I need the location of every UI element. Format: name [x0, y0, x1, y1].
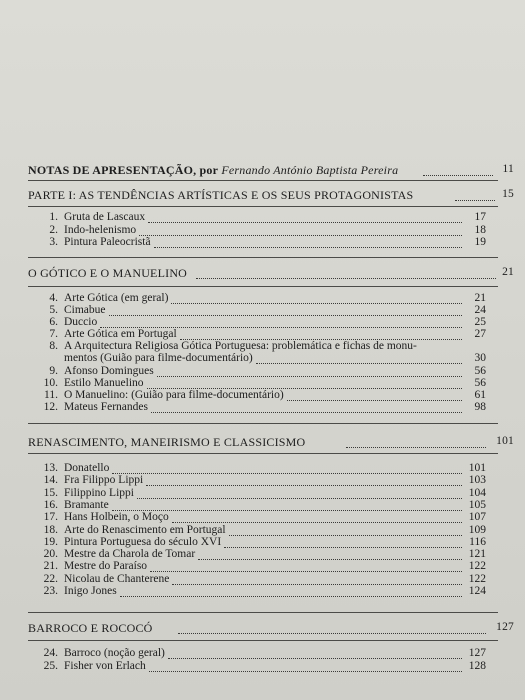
entry-number: 7.	[49, 328, 58, 341]
entry-leader	[171, 302, 462, 304]
entry-leader	[168, 657, 462, 659]
entry-number: 1.	[49, 211, 58, 223]
divider-4	[28, 286, 498, 287]
entry-title: Cimabue	[64, 304, 106, 317]
entry-leader	[198, 558, 462, 560]
entry-number: 12.	[43, 400, 58, 413]
entry-title: Duccio	[64, 316, 98, 329]
entry-page: 101	[468, 462, 486, 474]
entry-number: 25.	[43, 659, 58, 672]
divider-5	[28, 423, 498, 424]
entry-title: Pintura Paleocristã	[64, 236, 151, 248]
entry-number: 5.	[49, 304, 58, 317]
section-title: BARROCO E ROCOCÓ	[28, 621, 153, 635]
entry-number: 13.	[43, 462, 58, 474]
entry-number: 15.	[43, 486, 58, 499]
entry-page: 18	[474, 223, 486, 236]
entry-leader	[139, 234, 462, 236]
entry-page: 122	[468, 560, 486, 573]
entry-leader	[256, 362, 462, 364]
section-page: 101	[496, 435, 514, 447]
entry-leader	[151, 411, 462, 413]
entry-number: 2.	[49, 223, 58, 236]
entry-title: Inigo Jones	[64, 585, 117, 597]
entry-number: 11.	[44, 388, 58, 401]
entry-page: 124	[468, 585, 486, 597]
entry-title: Estilo Manuelino	[64, 376, 144, 389]
entry-page: 24	[474, 304, 486, 317]
entry-leader	[224, 546, 462, 548]
entry-page: 107	[468, 511, 486, 524]
entry-number: 17.	[43, 511, 58, 524]
entry-leader	[287, 399, 462, 401]
entry-title: O Manuelino: (Guião para filme-documentário)	[64, 388, 284, 401]
entry-leader	[229, 534, 462, 536]
section-page: 127	[496, 621, 514, 633]
entry-number: 8.	[49, 340, 58, 353]
entry-page: 121	[468, 548, 486, 561]
entry-number: 4.	[49, 292, 58, 304]
header-leader	[423, 174, 493, 176]
entry-leader	[154, 246, 462, 248]
entry-number: 23.	[43, 585, 58, 597]
entry-title: Arte Gótica (em geral)	[64, 292, 169, 304]
entry-number: 9.	[49, 364, 58, 377]
entry-page: 128	[468, 659, 486, 672]
section-page: 15	[502, 188, 514, 200]
entry-leader	[109, 314, 462, 316]
entry-leader	[148, 221, 462, 223]
section-page: 21	[502, 266, 514, 278]
entry-leader	[120, 595, 462, 597]
entry-leader	[112, 472, 462, 474]
header-author: Fernando António Baptista Pereira	[221, 163, 399, 177]
entry-title: Barroco (noção geral)	[64, 647, 165, 659]
entry-page: 109	[468, 523, 486, 536]
entry-leader	[150, 570, 462, 572]
section-title: PARTE I: AS TENDÊNCIAS ARTÍSTICAS E OS SEUS PROTAGONISTAS	[28, 188, 414, 202]
entry-leader	[149, 670, 462, 672]
entry-number: 3.	[49, 236, 58, 248]
entry-title: A Arquitectura Religiosa Gótica Portuguesa: problemática e fichas de monu-	[64, 340, 417, 353]
header-page: 11	[502, 163, 514, 175]
entry-number: 16.	[43, 498, 58, 511]
entry-title: Arte Gótica em Portugal	[64, 328, 177, 341]
entry-title: Mestre da Charola de Tomar	[64, 548, 196, 561]
header-by: por	[199, 163, 219, 177]
entry-number: 6.	[49, 316, 58, 329]
entry-page: 21	[474, 292, 486, 304]
entry-title: Bramante	[64, 498, 109, 511]
entry-number: 20.	[43, 548, 58, 561]
divider-8	[28, 640, 498, 641]
entry-page: 127	[468, 647, 486, 659]
entry-page: 61	[474, 388, 486, 401]
entry-leader	[146, 484, 462, 486]
entry-page: 56	[474, 364, 486, 377]
entry-title: Mestre do Paraíso	[64, 560, 148, 573]
divider-3	[28, 257, 498, 258]
divider-2	[28, 206, 498, 207]
section-title: RENASCIMENTO, MANEIRISMO E CLASSICISMO	[28, 435, 306, 449]
entry-title: Indo-helenismo	[64, 223, 137, 236]
entry-page: 103	[468, 474, 486, 487]
entry-number: 10.	[43, 376, 58, 389]
entry-title-continued: mentos (Guião para filme-documentário)	[64, 352, 253, 365]
entry-title: Fra Filippo Lippi	[64, 474, 144, 487]
divider-1	[28, 180, 498, 181]
entry-number: 21.	[43, 560, 58, 573]
entry-page: 98	[474, 400, 486, 413]
entry-page: 19	[474, 236, 486, 248]
divider-7	[28, 612, 498, 613]
header-label: NOTAS DE APRESENTAÇÃO,	[28, 163, 197, 177]
entry-page: 30	[474, 352, 486, 365]
entry-title: Pintura Portuguesa do século XVI	[64, 535, 222, 548]
section-title-renascimento	[28, 435, 514, 450]
section-title-gotico	[28, 266, 514, 281]
entry-title: Hans Holbein, o Moço	[64, 511, 169, 524]
entry-number: 19.	[43, 535, 58, 548]
divider-6	[28, 453, 498, 454]
entry-page: 105	[468, 498, 486, 511]
section-title-barroco	[28, 621, 514, 636]
entry-page: 17	[474, 211, 486, 223]
entry-title: Mateus Fernandes	[64, 400, 148, 413]
entry-leader	[137, 497, 462, 499]
entry-page: 25	[474, 316, 486, 329]
entry-page: 116	[469, 535, 486, 548]
entry-title: Fisher von Erlach	[64, 659, 146, 672]
entry-page: 27	[474, 328, 486, 341]
entry-title: Filippino Lippi	[64, 486, 134, 499]
entry-page: 56	[474, 376, 486, 389]
entry-page: 104	[468, 486, 486, 499]
section-title: O GÓTICO E O MANUELINO	[28, 266, 188, 280]
entry-leader	[157, 375, 462, 377]
entry-title: Nicolau de Chanterene	[64, 572, 170, 585]
toc-header	[28, 163, 514, 178]
entry-number: 14.	[43, 474, 58, 487]
entry-title: Arte do Renascimento em Portugal	[64, 523, 226, 536]
entry-leader	[172, 583, 462, 585]
section-title-parte-i	[28, 188, 514, 203]
entry-number: 24.	[43, 647, 58, 659]
entry-number: 22.	[43, 572, 58, 585]
entry-title: Donatello	[64, 462, 110, 474]
entry-number: 18.	[43, 523, 58, 536]
entry-page: 122	[468, 572, 486, 585]
entry-title: Afonso Domingues	[64, 364, 154, 377]
entry-title: Gruta de Lascaux	[64, 211, 146, 223]
